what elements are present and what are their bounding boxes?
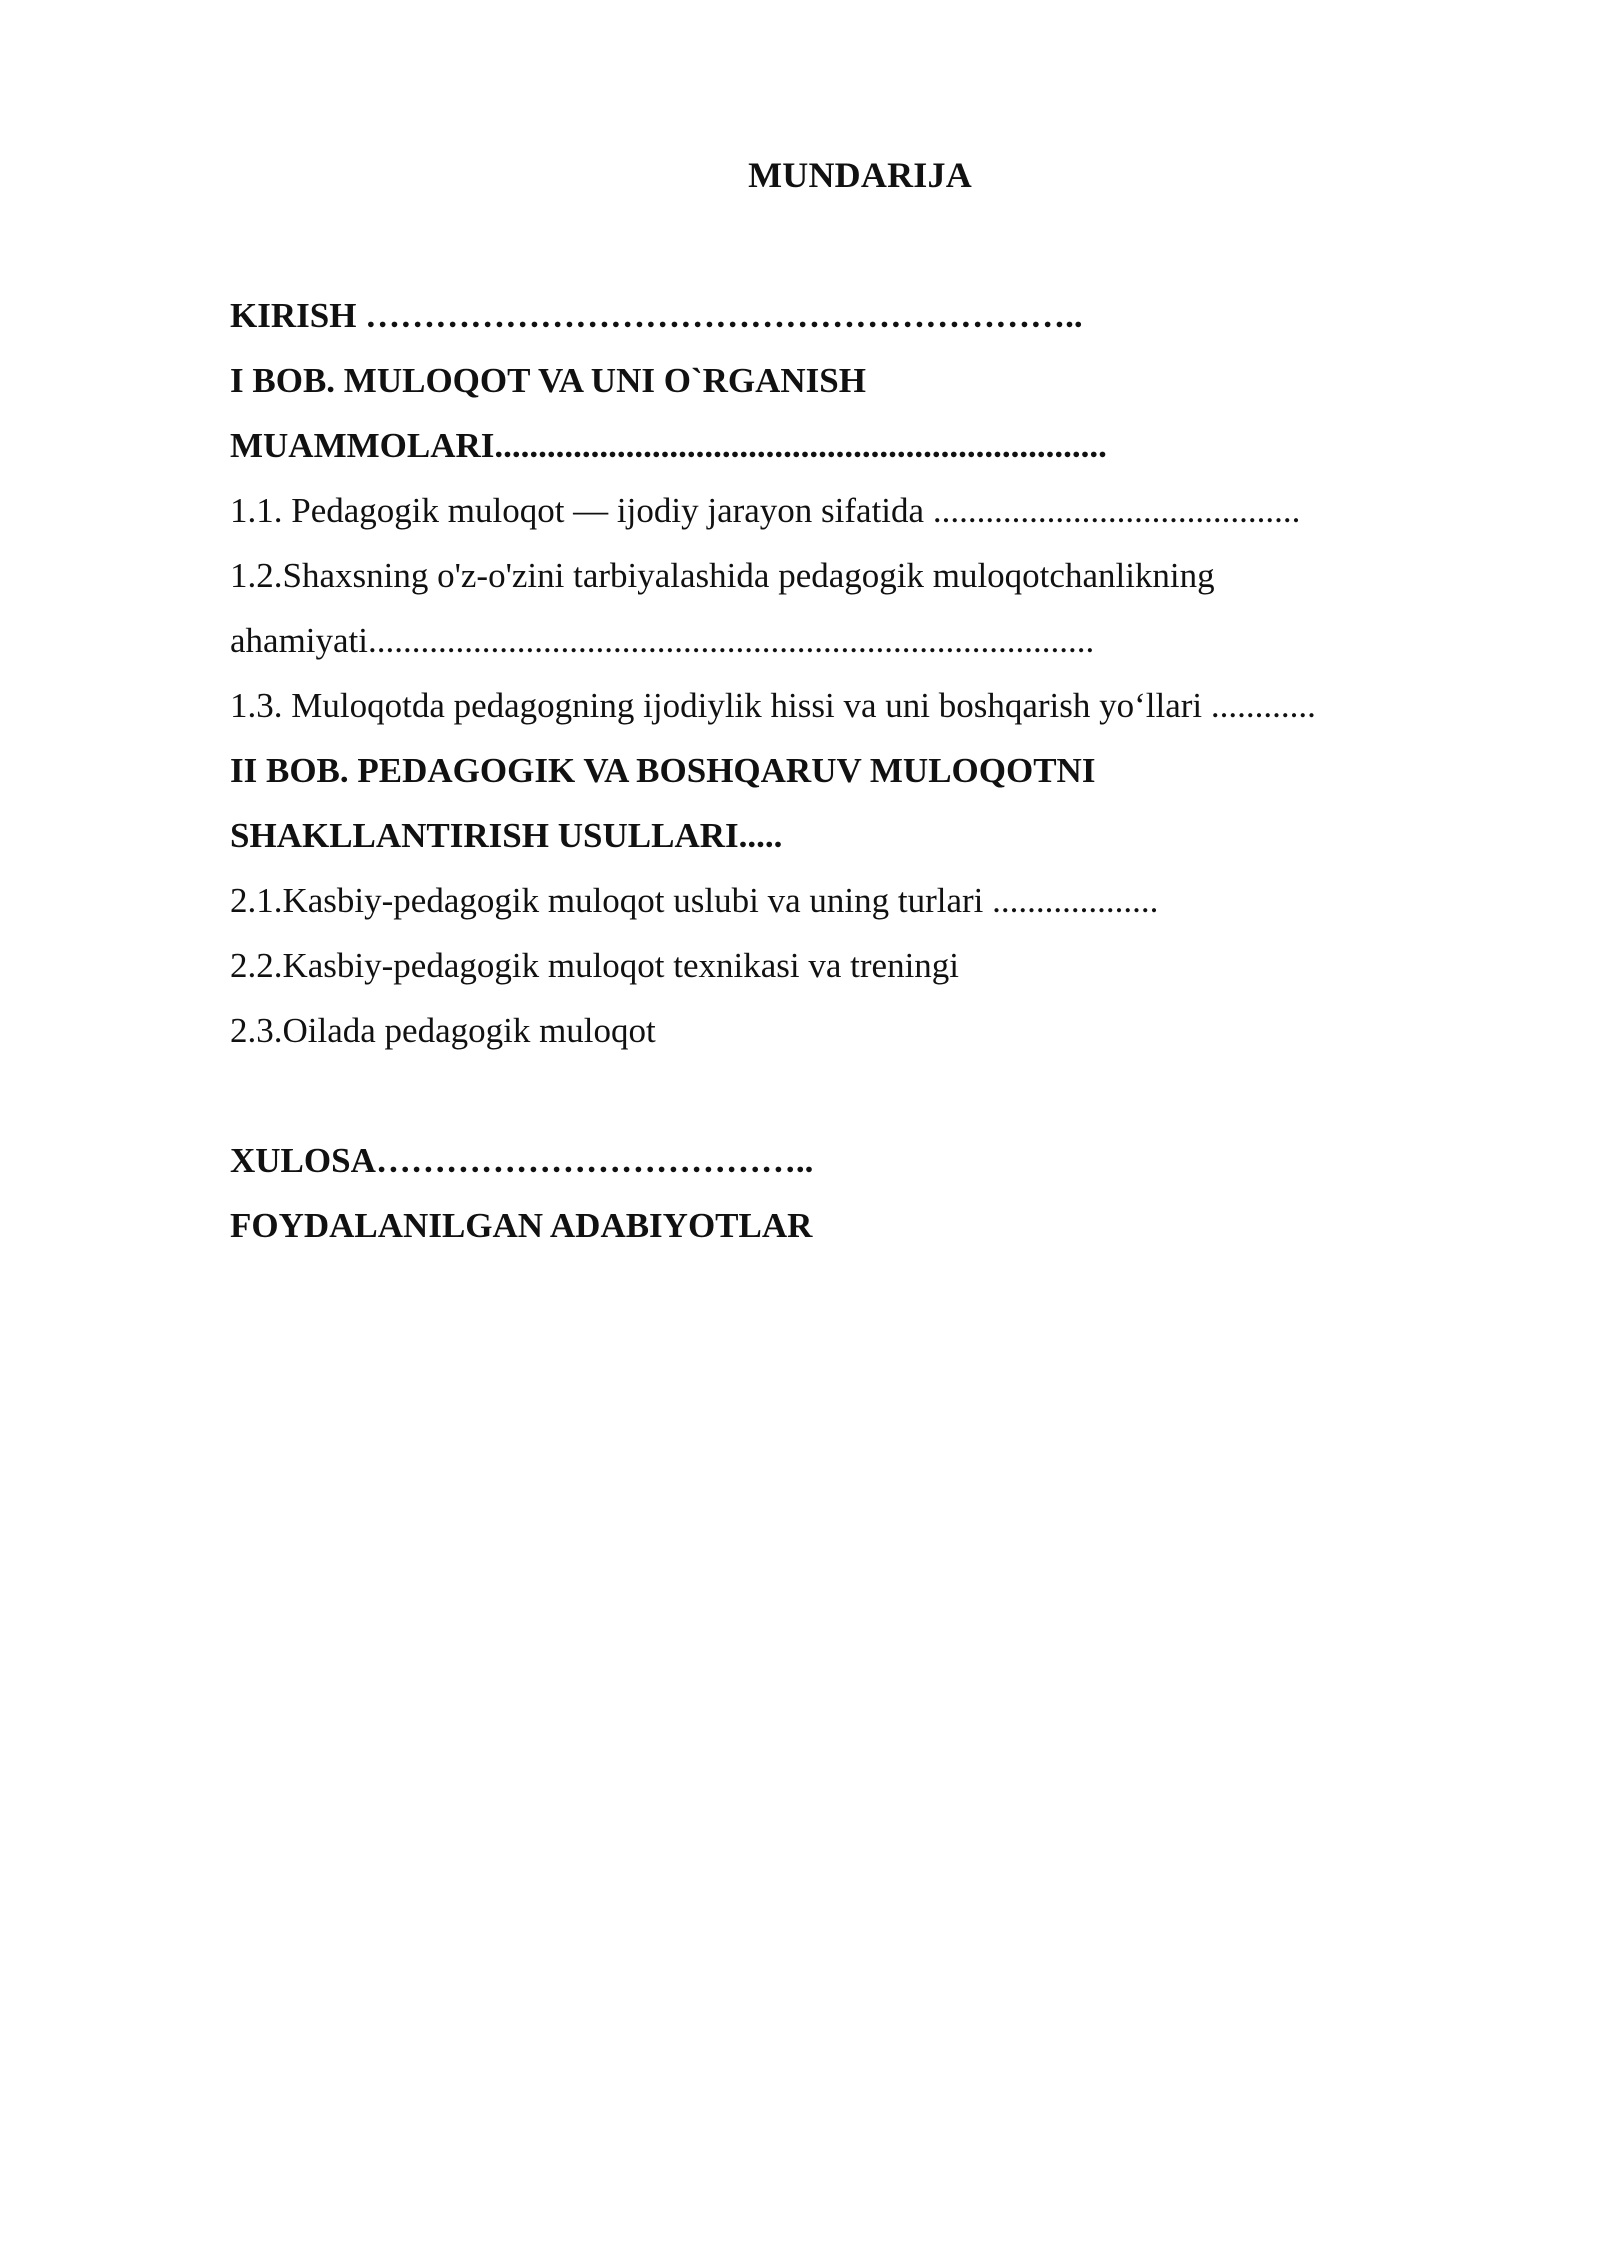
toc-item-section-1-2: 1.2.Shaxsning o'z-o'zini tarbiyalashida pedagogik muloqotchanlikning xyxy=(230,556,1215,595)
toc-item-section-2-2: 2.2.Kasbiy-pedagogik muloqot texnikasi va treningi xyxy=(230,946,960,985)
toc-item-section-2-1: 2.1.Kasbiy-pedagogik muloqot uslubi va uning turlari ................... xyxy=(230,881,1159,920)
toc-item-section-1-2-continued: ahamiyati................................................................................... xyxy=(230,621,1095,660)
toc-item-chapter-1-title-continued: MUAMMOLARI...................................................................... xyxy=(230,426,1107,465)
toc-item-section-1-3: 1.3. Muloqotda pedagogning ijodiylik hissi va uni boshqarish yo‘llari ............ xyxy=(230,686,1316,725)
toc-item-chapter-2-title: II BOB. PEDAGOGIK VA BOSHQARUV MULOQOTNI xyxy=(230,751,1096,790)
toc-item-xulosa: XULOSA……………………………….. xyxy=(230,1141,814,1180)
toc-item-chapter-1-title: I BOB. MULOQOT VA UNI O`RGANISH xyxy=(230,361,866,400)
page-title: MUNDARIJA xyxy=(748,155,972,195)
table-of-contents xyxy=(230,283,1430,1258)
toc-item-kirish: KIRISH …………………………………………………….. xyxy=(230,296,1083,335)
toc-item-references: FOYDALANILGAN ADABIYOTLAR xyxy=(230,1206,813,1245)
toc-item-section-1-1: 1.1. Pedagogik muloqot — ijodiy jarayon sifatida .......................................... xyxy=(230,491,1301,530)
toc-spacer xyxy=(230,1063,1430,1128)
toc-item-chapter-2-title-continued: SHAKLLANTIRISH USULLARI..... xyxy=(230,816,783,855)
toc-item-section-2-3: 2.3.Oilada pedagogik muloqot xyxy=(230,1011,656,1050)
